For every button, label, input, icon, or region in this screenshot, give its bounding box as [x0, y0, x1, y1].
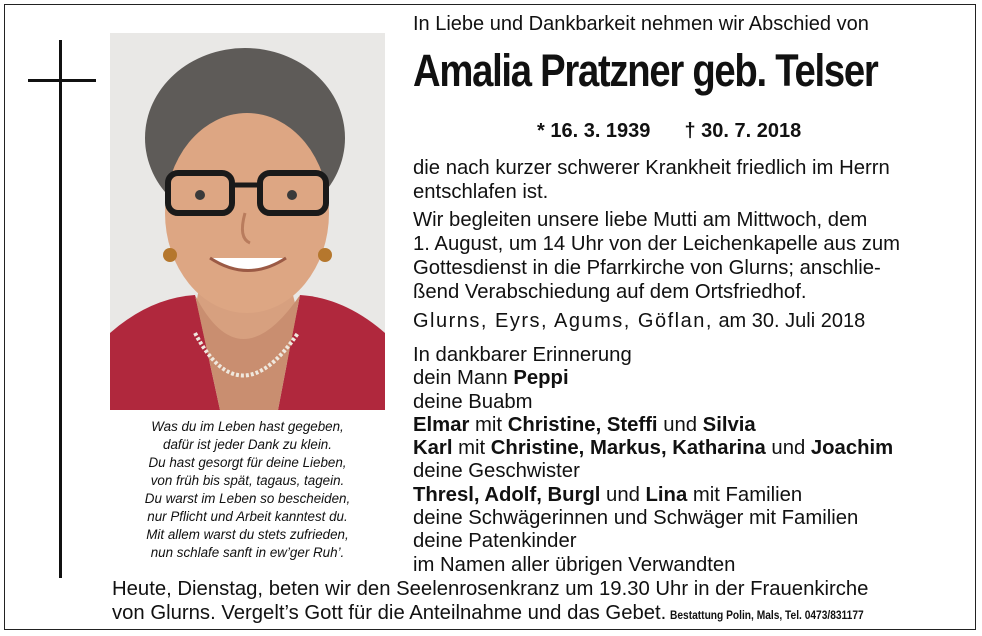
cross-icon [59, 40, 62, 578]
portrait-illustration [110, 33, 385, 410]
footer-line: Heute, Dienstag, beten wir den Seelenrosenkranz um 19.30 Uhr in der Frauenkirche [112, 578, 869, 600]
paragraph-line: ßend Verabschiedung auf dem Ortsfriedhof. [413, 281, 807, 303]
family-line: Karl mit Christine, Markus, Katharina und Joachim [413, 437, 894, 460]
birth-date: * 16. 3. 1939 [537, 120, 651, 142]
paragraph-line: Gottesdienst in die Pfarrkirche von Glurns; anschlie- [413, 257, 881, 279]
undertaker-info: Bestattung Polin, Mals, Tel. 0473/831177 [670, 608, 865, 622]
family-line: im Namen aller übrigen Verwandten [413, 553, 736, 576]
paragraph-line: Wir begleiten unsere liebe Mutti am Mittwoch, dem [413, 209, 868, 231]
notice-date: am 30. Juli 2018 [718, 310, 866, 332]
footer-text [112, 577, 898, 627]
intro-text: In Liebe und Dankbarkeit nehmen wir Abschied von [413, 13, 869, 35]
deceased-name: Amalia Pratzner geb. Telser [413, 45, 878, 96]
poem-line: Du warst im Leben so bescheiden, [144, 491, 351, 506]
cross-icon-bar [28, 79, 96, 82]
funeral-paragraph [413, 208, 958, 304]
passing-paragraph [413, 156, 958, 204]
family-line: dein Mann Peppi [413, 367, 569, 390]
paragraph-line: 1. August, um 14 Uhr von der Leichenkapelle aus zum [413, 233, 901, 255]
place-date-line [413, 310, 865, 333]
family-list [413, 344, 893, 577]
places: Glurns, Eyrs, Agums, Göflan, [413, 310, 713, 332]
poem-line: Was du im Leben hast gegeben, [151, 419, 344, 434]
death-date: † 30. 7. 2018 [684, 120, 802, 142]
poem-line: dafür ist jeder Dank zu klein. [163, 437, 332, 452]
footer-line: von Glurns. Vergelt’s Gott für die Anteilnahme und das Gebet. Bestattung Polin, Mals, Tel. 0473/831177 [112, 601, 898, 627]
memorial-poem [110, 418, 385, 562]
family-line: deine Geschwister [413, 460, 580, 483]
life-dates [537, 120, 801, 143]
poem-line: nur Pflicht und Arbeit kanntest du. [147, 509, 348, 524]
portrait-photo [110, 33, 385, 410]
family-line: deine Patenkinder [413, 530, 577, 553]
poem-line: Du hast gesorgt für deine Lieben, [148, 455, 347, 470]
family-line: Elmar mit Christine, Steffi und Silvia [413, 413, 756, 436]
family-line: deine Schwägerinnen und Schwäger mit Familien [413, 507, 859, 530]
paragraph-line: die nach kurzer schwerer Krankheit friedlich im Herrn [413, 157, 890, 179]
family-line: In dankbarer Erinnerung [413, 344, 632, 366]
family-line: Thresl, Adolf, Burgl und Lina mit Familien [413, 483, 803, 506]
family-line: deine Buabm [413, 390, 533, 413]
poem-line: nun schlafe sanft in ew’ger Ruh’. [150, 545, 345, 560]
poem-line: von früh bis spät, tagaus, tagein. [150, 473, 345, 488]
poem-line: Mit allem warst du stets zufrieden, [146, 527, 349, 542]
paragraph-line: entschlafen ist. [413, 181, 549, 203]
